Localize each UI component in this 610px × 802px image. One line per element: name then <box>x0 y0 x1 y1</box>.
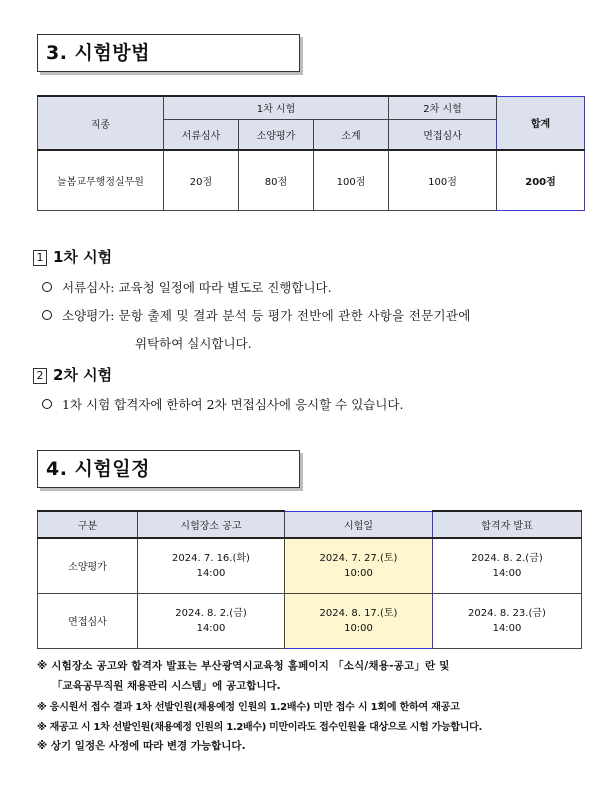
note-3: ※ 재공고 시 1차 선발인원(채용예정 인원의 1.2배수) 미만이라도 접수인원을 대상으로 시험 가능합니다. <box>37 722 482 733</box>
section-4-title: 4. 시험일정 <box>37 450 300 488</box>
circle-bullet-icon <box>42 282 52 292</box>
stage2-item: 1차 시험 합격자에 한하여 2차 면접심사에 응시할 수 있습니다. <box>42 395 403 413</box>
schedule-row-notice: 2024. 7. 16.(화) 14:00 <box>138 538 285 593</box>
schedule-row-exam: 2024. 7. 27.(토) 10:00 <box>285 538 433 593</box>
schedule-header-notice: 시험장소 공고 <box>138 511 285 538</box>
stage2-number-box: 2 <box>33 368 47 384</box>
subheader-interview: 면접심사 <box>389 119 497 150</box>
header-total: 합계 <box>497 96 585 150</box>
schedule-header-result: 합격자 발표 <box>433 511 582 538</box>
subheader-aptitude: 소양평가 <box>239 119 314 150</box>
header-stage2: 2차 시험 <box>389 96 497 119</box>
subheader-document: 서류심사 <box>164 119 239 150</box>
stage2-heading <box>33 364 112 385</box>
stage1-item-aptitude: 소양평가: 문항 출제 및 결과 분석 등 평가 전반에 관한 사항을 전문기관에 <box>42 306 471 324</box>
schedule-row-type: 면접심사 <box>38 593 138 648</box>
note-4: ※ 상기 일정은 사정에 따라 변경 가능합니다. <box>37 740 246 752</box>
note-1-cont: 「교육공무직원 채용관리 시스템」에 공고합니다. <box>52 680 281 692</box>
circle-bullet-icon <box>42 399 52 409</box>
stage1-title: 1차 시험 <box>53 248 113 266</box>
schedule-header-exam: 시험일 <box>285 511 433 538</box>
note-1: ※ 시험장소 공고와 합격자 발표는 부산광역시교육청 홈페이지 「소식/채용-공고」란 및 <box>37 660 450 672</box>
score-subtotal: 100점 <box>314 150 389 210</box>
exam-schedule-table <box>37 510 582 649</box>
score-interview: 100점 <box>389 150 497 210</box>
header-job: 직종 <box>38 96 164 150</box>
schedule-row-exam: 2024. 8. 17.(토) 10:00 <box>285 593 433 648</box>
schedule-row-result: 2024. 8. 2.(금) 14:00 <box>433 538 582 593</box>
score-total: 200점 <box>497 150 585 210</box>
circle-bullet-icon <box>42 310 52 320</box>
stage1-heading <box>33 246 112 267</box>
score-document: 20점 <box>164 150 239 210</box>
stage1-item-document: 서류심사: 교육청 일정에 따라 별도로 진행합니다. <box>42 278 332 296</box>
exam-method-table <box>37 95 585 211</box>
stage2-title: 2차 시험 <box>53 366 113 384</box>
stage1-item-aptitude-cont: 위탁하여 실시합니다. <box>135 336 252 351</box>
schedule-row-notice: 2024. 8. 2.(금) 14:00 <box>138 593 285 648</box>
header-stage1: 1차 시험 <box>164 96 389 119</box>
subheader-subtotal: 소계 <box>314 119 389 150</box>
job-cell: 늘봄교무행정실무원 <box>38 150 164 210</box>
stage1-number-box: 1 <box>33 250 47 266</box>
schedule-header-type: 구분 <box>38 511 138 538</box>
schedule-row-result: 2024. 8. 23.(금) 14:00 <box>433 593 582 648</box>
schedule-row-type: 소양평가 <box>38 538 138 593</box>
section-3-title: 3. 시험방법 <box>37 34 300 72</box>
score-aptitude: 80점 <box>239 150 314 210</box>
note-2: ※ 응시원서 접수 결과 1차 선발인원(채용예정 인원의 1.2배수) 미만 접수 시 1회에 한하여 재공고 <box>37 702 460 713</box>
